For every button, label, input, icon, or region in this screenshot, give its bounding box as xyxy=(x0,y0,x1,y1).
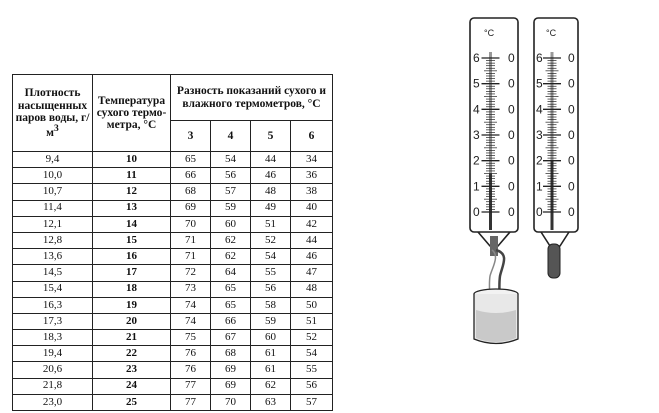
temp-cell: 25 xyxy=(93,394,171,410)
humidity-cell: 52 xyxy=(291,330,333,346)
dry-scale-zero: 0 xyxy=(568,76,575,91)
density-cell: 18,3 xyxy=(13,330,93,346)
humidity-cell: 54 xyxy=(251,249,291,265)
density-cell: 15,4 xyxy=(13,281,93,297)
humidity-cell: 71 xyxy=(171,232,211,248)
table-row xyxy=(13,184,333,200)
humidity-cell: 69 xyxy=(171,200,211,216)
table-row xyxy=(13,152,333,168)
humidity-cell: 72 xyxy=(171,265,211,281)
table-row xyxy=(13,265,333,281)
humidity-cell: 49 xyxy=(251,200,291,216)
dry-scale-zero: 0 xyxy=(568,102,575,117)
table-row xyxy=(13,394,333,410)
temp-cell: 15 xyxy=(93,232,171,248)
temp-cell: 24 xyxy=(93,378,171,394)
dry-thermometer xyxy=(534,18,578,278)
header-diff-4: 4 xyxy=(211,121,251,152)
humidity-cell: 36 xyxy=(291,168,333,184)
temp-cell: 13 xyxy=(93,200,171,216)
humidity-cell: 55 xyxy=(251,265,291,281)
dry-scale-zero: 0 xyxy=(568,205,575,219)
header-density: Плотность насыщенных паров воды, $г/м^3$ xyxy=(13,75,93,152)
density-cell: 23,0 xyxy=(13,394,93,410)
humidity-cell: 46 xyxy=(251,168,291,184)
humidity-cell: 48 xyxy=(291,281,333,297)
wet-scale-label: 5 xyxy=(473,76,480,91)
temp-cell: 12 xyxy=(93,184,171,200)
humidity-cell: 54 xyxy=(211,152,251,168)
temp-cell: 19 xyxy=(93,297,171,313)
header-diff-3: 3 xyxy=(171,121,211,152)
density-cell: 12,1 xyxy=(13,216,93,232)
humidity-cell: 65 xyxy=(211,281,251,297)
density-cell: 13,6 xyxy=(13,249,93,265)
humidity-cell: 71 xyxy=(171,249,211,265)
humidity-cell: 74 xyxy=(171,313,211,329)
table-row xyxy=(13,232,333,248)
temp-cell: 10 xyxy=(93,152,171,168)
wet-scale-zero: 0 xyxy=(508,128,515,142)
humidity-cell: 73 xyxy=(171,281,211,297)
humidity-cell: 70 xyxy=(171,216,211,232)
humidity-cell: 40 xyxy=(291,200,333,216)
humidity-cell: 46 xyxy=(291,249,333,265)
humidity-cell: 42 xyxy=(291,216,333,232)
dry-unit-label: °C xyxy=(546,28,557,38)
temp-cell: 14 xyxy=(93,216,171,232)
temp-cell: 20 xyxy=(93,313,171,329)
humidity-cell: 65 xyxy=(171,152,211,168)
humidity-cell: 69 xyxy=(211,362,251,378)
humidity-cell: 44 xyxy=(251,152,291,168)
humidity-cell: 58 xyxy=(251,297,291,313)
wet-thermometer xyxy=(470,18,518,314)
humidity-cell: 63 xyxy=(251,394,291,410)
humidity-cell: 67 xyxy=(211,330,251,346)
density-cell: 19,4 xyxy=(13,346,93,362)
density-cell: 11,4 xyxy=(13,200,93,216)
table-row xyxy=(13,346,333,362)
humidity-cell: 62 xyxy=(211,232,251,248)
humidity-cell: 76 xyxy=(171,362,211,378)
humidity-cell: 69 xyxy=(211,378,251,394)
humidity-cell: 62 xyxy=(251,378,291,394)
wet-scale-zero: 0 xyxy=(508,51,515,65)
temp-cell: 18 xyxy=(93,281,171,297)
dry-scale-label: 2 xyxy=(536,153,543,168)
dry-scale-label: 1 xyxy=(536,179,543,194)
humidity-cell: 47 xyxy=(291,265,333,281)
dry-scale-label: 5 xyxy=(536,76,543,91)
humidity-cell: 50 xyxy=(291,297,333,313)
humidity-cell: 68 xyxy=(171,184,211,200)
psychrometric-table xyxy=(12,74,333,411)
wet-scale-zero: 0 xyxy=(508,179,515,194)
dry-scale-zero: 0 xyxy=(568,179,575,194)
humidity-cell: 60 xyxy=(251,330,291,346)
table-row xyxy=(13,313,333,329)
humidity-cell: 77 xyxy=(171,394,211,410)
wet-scale-zero: 0 xyxy=(508,76,515,91)
table-row xyxy=(13,200,333,216)
humidity-cell: 77 xyxy=(171,378,211,394)
humidity-cell: 65 xyxy=(211,297,251,313)
temp-cell: 11 xyxy=(93,168,171,184)
density-cell: 16,3 xyxy=(13,297,93,313)
humidity-cell: 75 xyxy=(171,330,211,346)
humidity-cell: 64 xyxy=(211,265,251,281)
humidity-cell: 57 xyxy=(291,394,333,410)
humidity-cell: 51 xyxy=(291,313,333,329)
humidity-cell: 48 xyxy=(251,184,291,200)
humidity-cell: 55 xyxy=(291,362,333,378)
header-diff-6: 6 xyxy=(291,121,333,152)
table-row xyxy=(13,378,333,394)
table-row xyxy=(13,362,333,378)
wet-scale-label: 4 xyxy=(473,102,480,117)
dry-scale-zero: 0 xyxy=(568,51,575,65)
psychrometer-illustration xyxy=(440,14,580,354)
humidity-cell: 76 xyxy=(171,346,211,362)
humidity-cell: 66 xyxy=(211,313,251,329)
humidity-cell: 68 xyxy=(211,346,251,362)
wet-scale-label: 6 xyxy=(473,51,480,65)
humidity-cell: 56 xyxy=(211,168,251,184)
density-cell: 14,5 xyxy=(13,265,93,281)
temp-cell: 16 xyxy=(93,249,171,265)
temp-cell: 17 xyxy=(93,265,171,281)
wet-scale-label: 1 xyxy=(473,179,480,194)
wet-scale-label: 2 xyxy=(473,153,480,168)
density-cell: 17,3 xyxy=(13,313,93,329)
density-cell: 10,0 xyxy=(13,168,93,184)
dry-scale-zero: 0 xyxy=(568,128,575,142)
dry-scale-label: 0 xyxy=(536,205,543,219)
wet-scale-zero: 0 xyxy=(508,153,515,168)
humidity-cell: 61 xyxy=(251,362,291,378)
humidity-cell: 56 xyxy=(291,378,333,394)
humidity-cell: 74 xyxy=(171,297,211,313)
temp-cell: 21 xyxy=(93,330,171,346)
dry-scale-label: 4 xyxy=(536,102,543,117)
wet-unit-label: °C xyxy=(484,28,495,38)
temp-cell: 23 xyxy=(93,362,171,378)
dry-scale-zero: 0 xyxy=(568,153,575,168)
wet-scale-zero: 0 xyxy=(508,102,515,117)
table-row xyxy=(13,216,333,232)
wet-scale-zero: 0 xyxy=(508,205,515,219)
header-dry-temp: Температура сухого термометра, °С xyxy=(93,75,171,152)
humidity-cell: 54 xyxy=(291,346,333,362)
humidity-cell: 57 xyxy=(211,184,251,200)
table-row xyxy=(13,249,333,265)
density-cell: 12,8 xyxy=(13,232,93,248)
humidity-cell: 56 xyxy=(251,281,291,297)
humidity-cell: 59 xyxy=(251,313,291,329)
table-row xyxy=(13,297,333,313)
dry-scale-label: 3 xyxy=(536,128,543,142)
density-cell: 10,7 xyxy=(13,184,93,200)
header-diff-5: 5 xyxy=(251,121,291,152)
humidity-cell: 66 xyxy=(171,168,211,184)
density-cell: 20,6 xyxy=(13,362,93,378)
humidity-cell: 52 xyxy=(251,232,291,248)
wet-scale-label: 3 xyxy=(473,128,480,142)
humidity-cell: 61 xyxy=(251,346,291,362)
humidity-cell: 59 xyxy=(211,200,251,216)
density-cell: 9,4 xyxy=(13,152,93,168)
temp-cell: 22 xyxy=(93,346,171,362)
humidity-cell: 51 xyxy=(251,216,291,232)
humidity-cell: 62 xyxy=(211,249,251,265)
table-row xyxy=(13,168,333,184)
header-difference: Разность показаний сухого и влажного термометров, °С xyxy=(171,75,333,121)
wet-scale-label: 0 xyxy=(473,205,480,219)
humidity-cell: 60 xyxy=(211,216,251,232)
table-row xyxy=(13,330,333,346)
humidity-cell: 34 xyxy=(291,152,333,168)
humidity-cell: 44 xyxy=(291,232,333,248)
table-row xyxy=(13,281,333,297)
humidity-cell: 38 xyxy=(291,184,333,200)
water-glass xyxy=(474,289,518,344)
density-cell: 21,8 xyxy=(13,378,93,394)
humidity-cell: 70 xyxy=(211,394,251,410)
dry-scale-label: 6 xyxy=(536,51,543,65)
